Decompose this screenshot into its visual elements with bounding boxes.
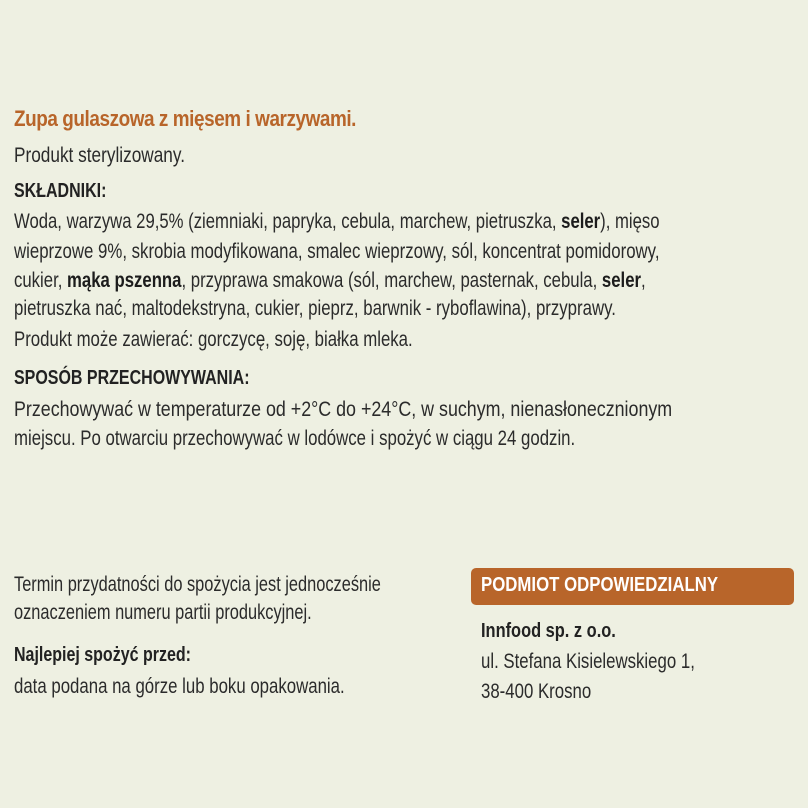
best-before-text: data podana na górze lub boku opakowania.: [14, 675, 345, 698]
expiry-line-1: Termin przydatności do spożycia jest jednocześnie: [14, 573, 381, 596]
company-address-city: 38-400 Krosno: [481, 680, 592, 703]
company-address-street: ul. Stefana Kisielewskiego 1,: [481, 650, 695, 673]
company-name: Innfood sp. z o.o.: [481, 620, 616, 642]
ingredients-line-4: pietruszka nać, maltodekstryna, cukier, pieprz, barwnik - ryboflawina), przyprawy.: [14, 297, 616, 320]
ingredients-line-1: [14, 210, 660, 234]
expiry-line-2: oznaczeniem numeru partii produkcyjnej.: [14, 601, 312, 624]
ingredients-heading: SKŁADNIKI:: [14, 180, 107, 202]
ingredients-text: , przyprawa smakowa (sól, marchew, pasternak, cebula,: [181, 269, 602, 292]
allergen-wheat-flour: mąka pszenna: [67, 269, 182, 292]
best-before-heading: Najlepiej spożyć przed:: [14, 644, 191, 666]
responsible-entity-badge-label: PODMIOT ODPOWIEDZIALNY: [481, 574, 719, 596]
ingredients-line-2: wieprzowe 9%, skrobia modyfikowana, smalec wieprzowy, sól, koncentrat pomidorowy,: [14, 240, 660, 263]
sterilized-note: Produkt sterylizowany.: [14, 144, 185, 167]
storage-heading: SPOSÓB PRZECHOWYWANIA:: [14, 367, 250, 389]
may-contain-note: Produkt może zawierać: gorczycę, soję, białka mleka.: [14, 328, 413, 351]
storage-line-1: Przechowywać w temperaturze od +2°C do +24°C, w suchym, nienasłonecznionym: [14, 398, 673, 421]
ingredients-text: cukier,: [14, 269, 68, 292]
ingredients-line-3: [14, 269, 646, 293]
responsible-entity-badge: [471, 568, 794, 605]
storage-line-2: miejscu. Po otwarciu przechowywać w lodówce i spożyć w ciągu 24 godzin.: [14, 427, 576, 450]
ingredients-text: ), mięso: [600, 210, 660, 233]
allergen-celery: seler: [561, 210, 601, 233]
ingredients-text: ,: [641, 269, 646, 292]
product-title: Zupa gulaszowa z mięsem i warzywami.: [14, 106, 357, 131]
allergen-celery: seler: [601, 269, 642, 292]
ingredients-text: Woda, warzywa 29,5% (ziemniaki, papryka, cebula, marchew, pietruszka,: [14, 210, 562, 233]
